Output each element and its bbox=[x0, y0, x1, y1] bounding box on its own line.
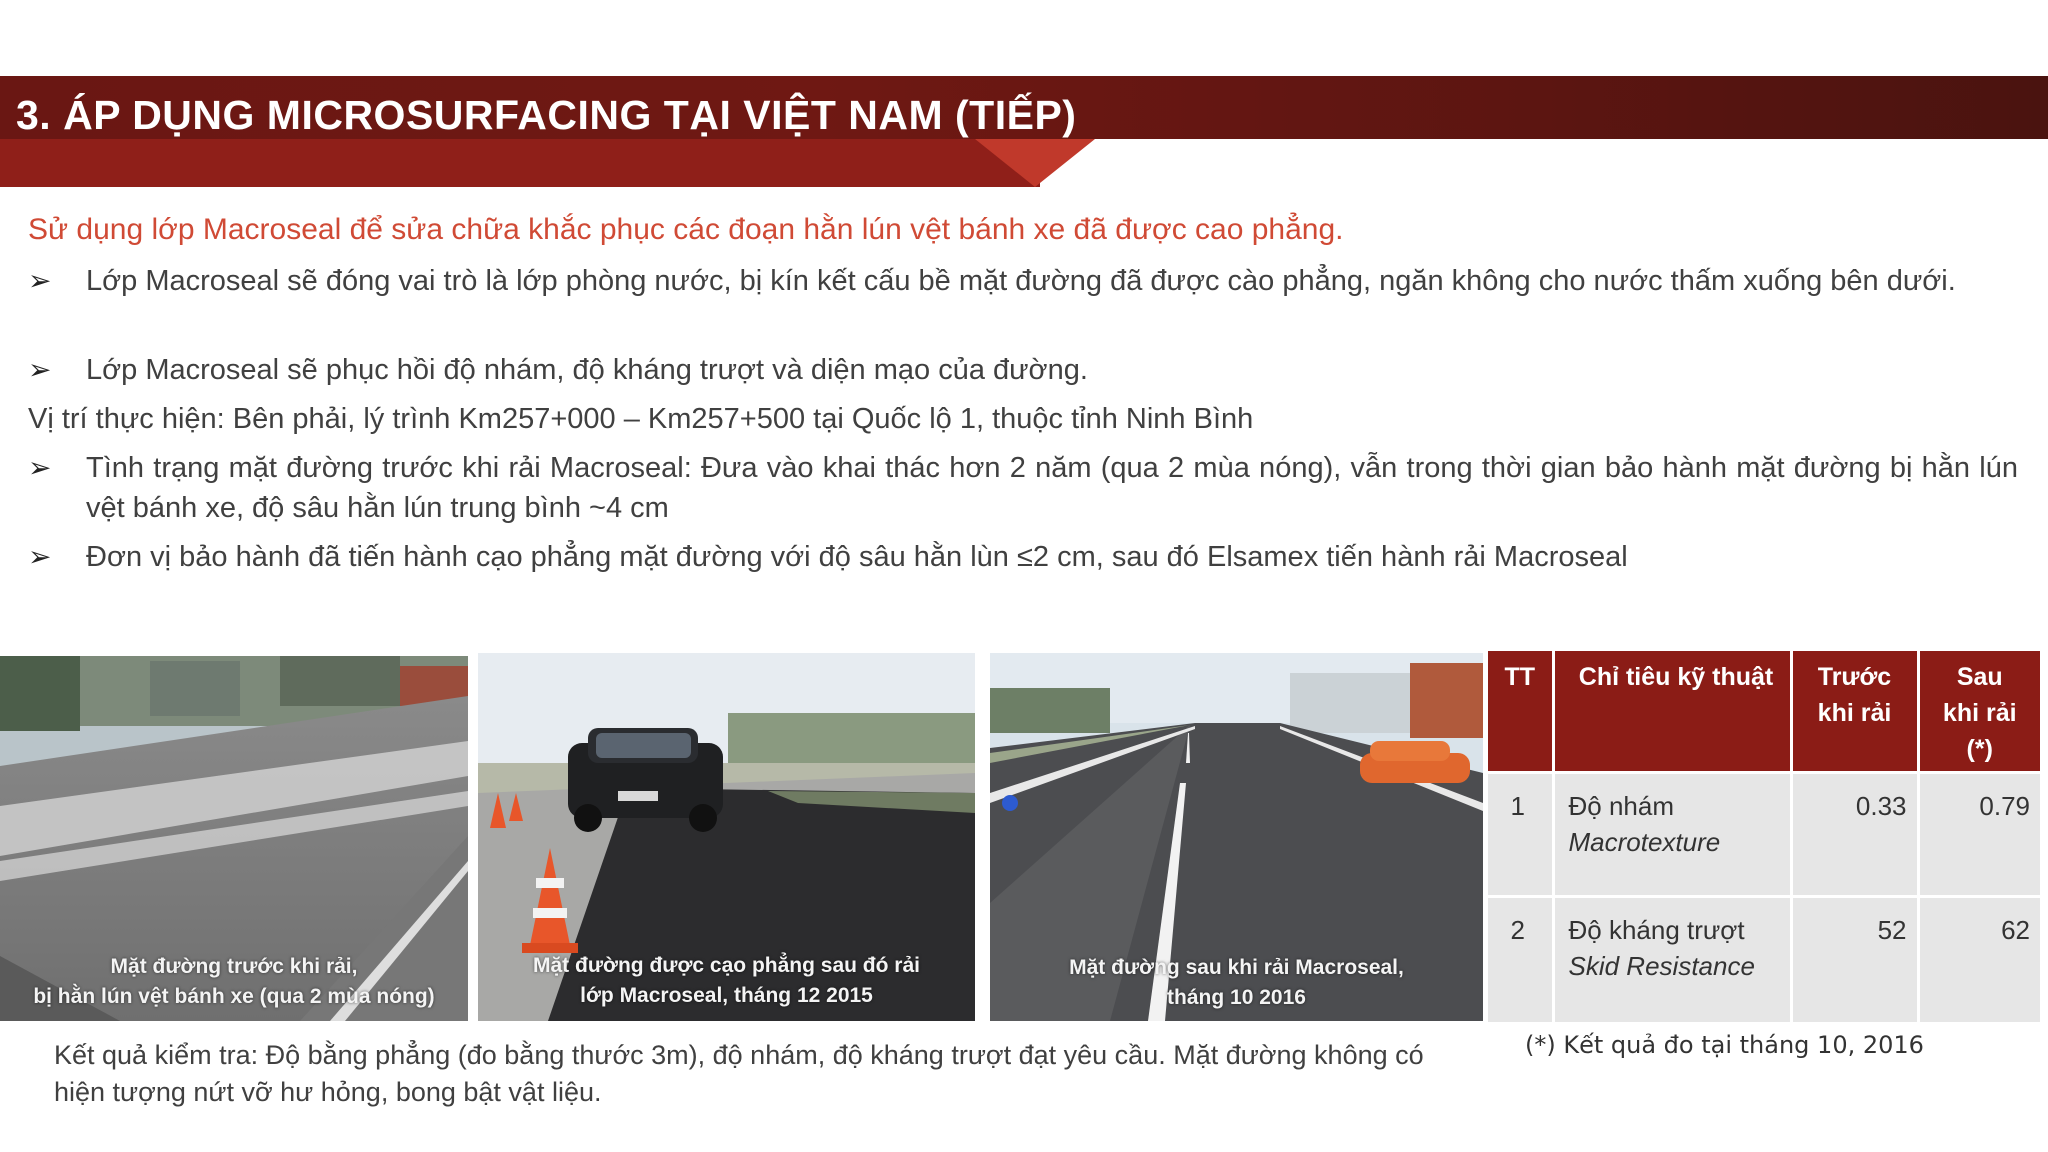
header-before-line-2: khi rải bbox=[1817, 699, 1892, 727]
header-tt: TT bbox=[1488, 651, 1553, 773]
header-band-lower bbox=[0, 139, 1040, 187]
bullet-arrow-icon: ➢ bbox=[28, 354, 52, 385]
bullet-item-3 bbox=[28, 448, 2018, 528]
criteria-name: Độ nhám bbox=[1568, 791, 1674, 821]
results-table bbox=[1488, 651, 2040, 1022]
cell-before: 52 bbox=[1791, 897, 1918, 1022]
criteria-name-en: Skid Resistance bbox=[1568, 951, 1755, 981]
photo-caption bbox=[990, 953, 1483, 1013]
bullet-text: Lớp Macroseal sẽ phục hồi độ nhám, độ kháng trượt và diện mạo của đường. bbox=[86, 354, 1088, 386]
cell-tt: 1 bbox=[1488, 773, 1553, 897]
caption-line-1: Mặt đường được cạo phẳng sau đó rải bbox=[533, 954, 920, 977]
photo-road-treatment bbox=[478, 653, 975, 1021]
cell-after: 62 bbox=[1918, 897, 2040, 1022]
cell-criteria bbox=[1553, 773, 1791, 897]
header-criteria: Chỉ tiêu kỹ thuật bbox=[1553, 651, 1791, 773]
criteria-name: Độ kháng trượt bbox=[1568, 915, 1745, 945]
cell-before: 0.33 bbox=[1791, 773, 1918, 897]
car-shape bbox=[568, 728, 723, 832]
photo-road-before bbox=[0, 656, 468, 1021]
table-header-row bbox=[1488, 651, 2040, 773]
bullet-arrow-icon: ➢ bbox=[28, 452, 52, 483]
bullet-item-2 bbox=[28, 350, 2018, 390]
table-footnote: (*) Kết quả đo tại tháng 10, 2016 bbox=[1525, 1031, 1924, 1059]
cell-after: 0.79 bbox=[1918, 773, 2040, 897]
photo-caption bbox=[0, 952, 468, 1012]
cell-criteria bbox=[1553, 897, 1791, 1022]
bullet-item-1 bbox=[28, 261, 2018, 301]
header-before bbox=[1791, 651, 1918, 773]
result-text: Kết quả kiểm tra: Độ bằng phẳng (đo bằng thước 3m), độ nhám, độ kháng trượt đạt yêu cầu. Mặt đường không có hiện tượng nứt vỡ hư hỏng, bong bật vật liệu. bbox=[54, 1040, 1424, 1107]
caption-line-1: Mặt đường trước khi rải, bbox=[110, 955, 358, 978]
photo-road-after bbox=[990, 653, 1483, 1021]
header-gap bbox=[1040, 139, 2048, 187]
caption-line-2: tháng 10 2016 bbox=[1167, 986, 1306, 1009]
table-row bbox=[1488, 897, 2040, 1022]
cell-tt: 2 bbox=[1488, 897, 1553, 1022]
location-text: Vị trí thực hiện: Bên phải, lý trình Km257+000 – Km257+500 tại Quốc lộ 1, thuộc tỉnh Ninh Bình bbox=[28, 403, 1254, 435]
header-after-line-1: Sau bbox=[1956, 663, 2003, 691]
header-after-line-3: (*) bbox=[1966, 735, 1993, 763]
caption-line-1: Mặt đường sau khi rải Macroseal, bbox=[1069, 956, 1404, 979]
slide-title: 3. ÁP DỤNG MICROSURFACING TẠI VIỆT NAM (TIẾP) bbox=[16, 92, 1077, 138]
criteria-name-en: Macrotexture bbox=[1568, 827, 1721, 857]
bullet-text: Đơn vị bảo hành đã tiến hành cạo phẳng mặt đường với độ sâu hằn lùn ≤2 cm, sau đó Elsamex tiến hành rải Macroseal bbox=[86, 541, 1628, 573]
caption-line-2: lớp Macroseal, tháng 12 2015 bbox=[580, 984, 873, 1007]
header-before-line-1: Trước bbox=[1817, 663, 1892, 691]
header-after bbox=[1918, 651, 2040, 773]
caption-line-2: bị hằn lún vệt bánh xe (qua 2 mùa nóng) bbox=[33, 985, 435, 1008]
bullet-text: Lớp Macroseal sẽ đóng vai trò là lớp phòng nước, bị kín kết cấu bề mặt đường đã được cào phẳng, ngăn không cho nước thấm xuống bên dưới. bbox=[86, 265, 1956, 297]
slide-subtitle: Sử dụng lớp Macroseal để sửa chữa khắc phục các đoạn hằn lún vệt bánh xe đã được cao phẳng. bbox=[28, 213, 1344, 246]
bullet-item-4 bbox=[28, 537, 2018, 577]
header-after-line-2: khi rải bbox=[1942, 699, 2017, 727]
bullet-text: Tình trạng mặt đường trước khi rải Macroseal: Đưa vào khai thác hơn 2 năm (qua 2 mùa nóng), vẫn trong thời gian bảo hành mặt đường bị hằn lún vệt bánh xe, độ sâu hằn lún trung bình ~4 cm bbox=[86, 452, 2018, 524]
header-notch-triangle bbox=[975, 139, 1095, 187]
bullet-arrow-icon: ➢ bbox=[28, 265, 52, 296]
bullet-arrow-icon: ➢ bbox=[28, 541, 52, 572]
table-row bbox=[1488, 773, 2040, 897]
photo-caption bbox=[478, 951, 975, 1011]
